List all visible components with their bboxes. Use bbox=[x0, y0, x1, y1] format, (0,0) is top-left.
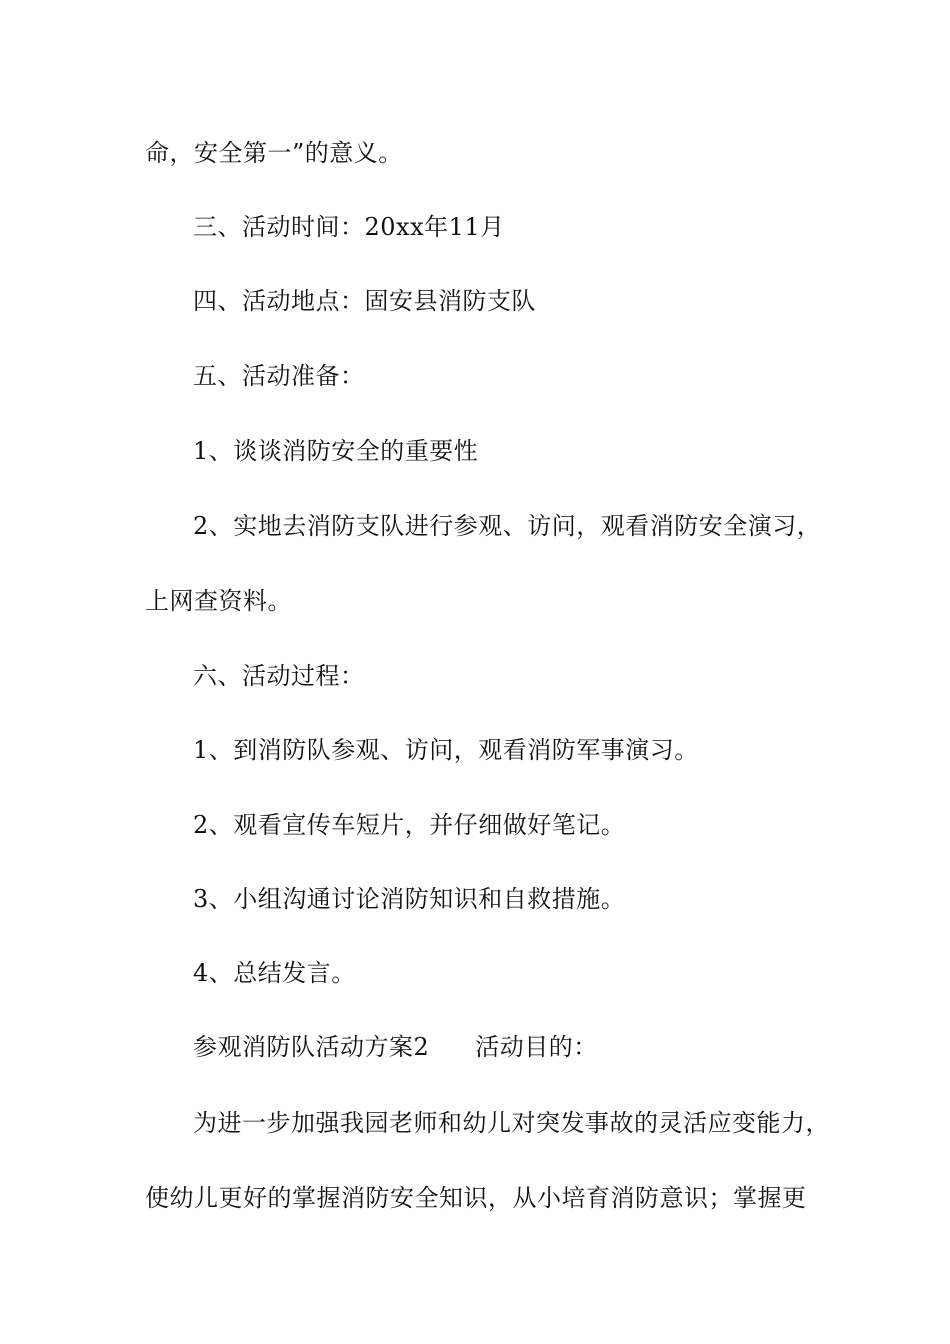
text-line: 三、活动时间：20xx年11月 bbox=[193, 213, 505, 241]
text-line: 六、活动过程： bbox=[193, 662, 365, 690]
text-line: 4、总结发言。 bbox=[193, 959, 356, 987]
text-line: 3、小组沟通讨论消防知识和自救措施。 bbox=[193, 885, 626, 913]
text-line: 上网查资料。 bbox=[145, 587, 292, 615]
text-line: 五、活动准备： bbox=[193, 362, 365, 390]
text-line: 为进一步加强我园老师和幼儿对突发事故的灵活应变能力， bbox=[193, 1109, 830, 1137]
section-subtitle: 活动目的： bbox=[475, 1033, 598, 1061]
text-line: 命，安全第一”的意义。 bbox=[145, 139, 403, 167]
text-line: 四、活动地点：固安县消防支队 bbox=[193, 287, 536, 315]
text-line: 2、实地去消防支队进行参观、访问，观看消防安全演习， bbox=[193, 512, 822, 540]
text-line: 1、到消防队参观、访问，观看消防军事演习。 bbox=[193, 736, 699, 764]
text-line: 2、观看宣传车短片，并仔细做好笔记。 bbox=[193, 811, 626, 839]
text-line: 使幼儿更好的掌握消防安全知识，从小培育消防意识；掌握更 bbox=[145, 1184, 807, 1212]
section-title: 参观消防队活动方案2 bbox=[193, 1033, 430, 1061]
section-heading-line bbox=[193, 1032, 598, 1062]
text-line: 1、谈谈消防安全的重要性 bbox=[193, 437, 479, 465]
